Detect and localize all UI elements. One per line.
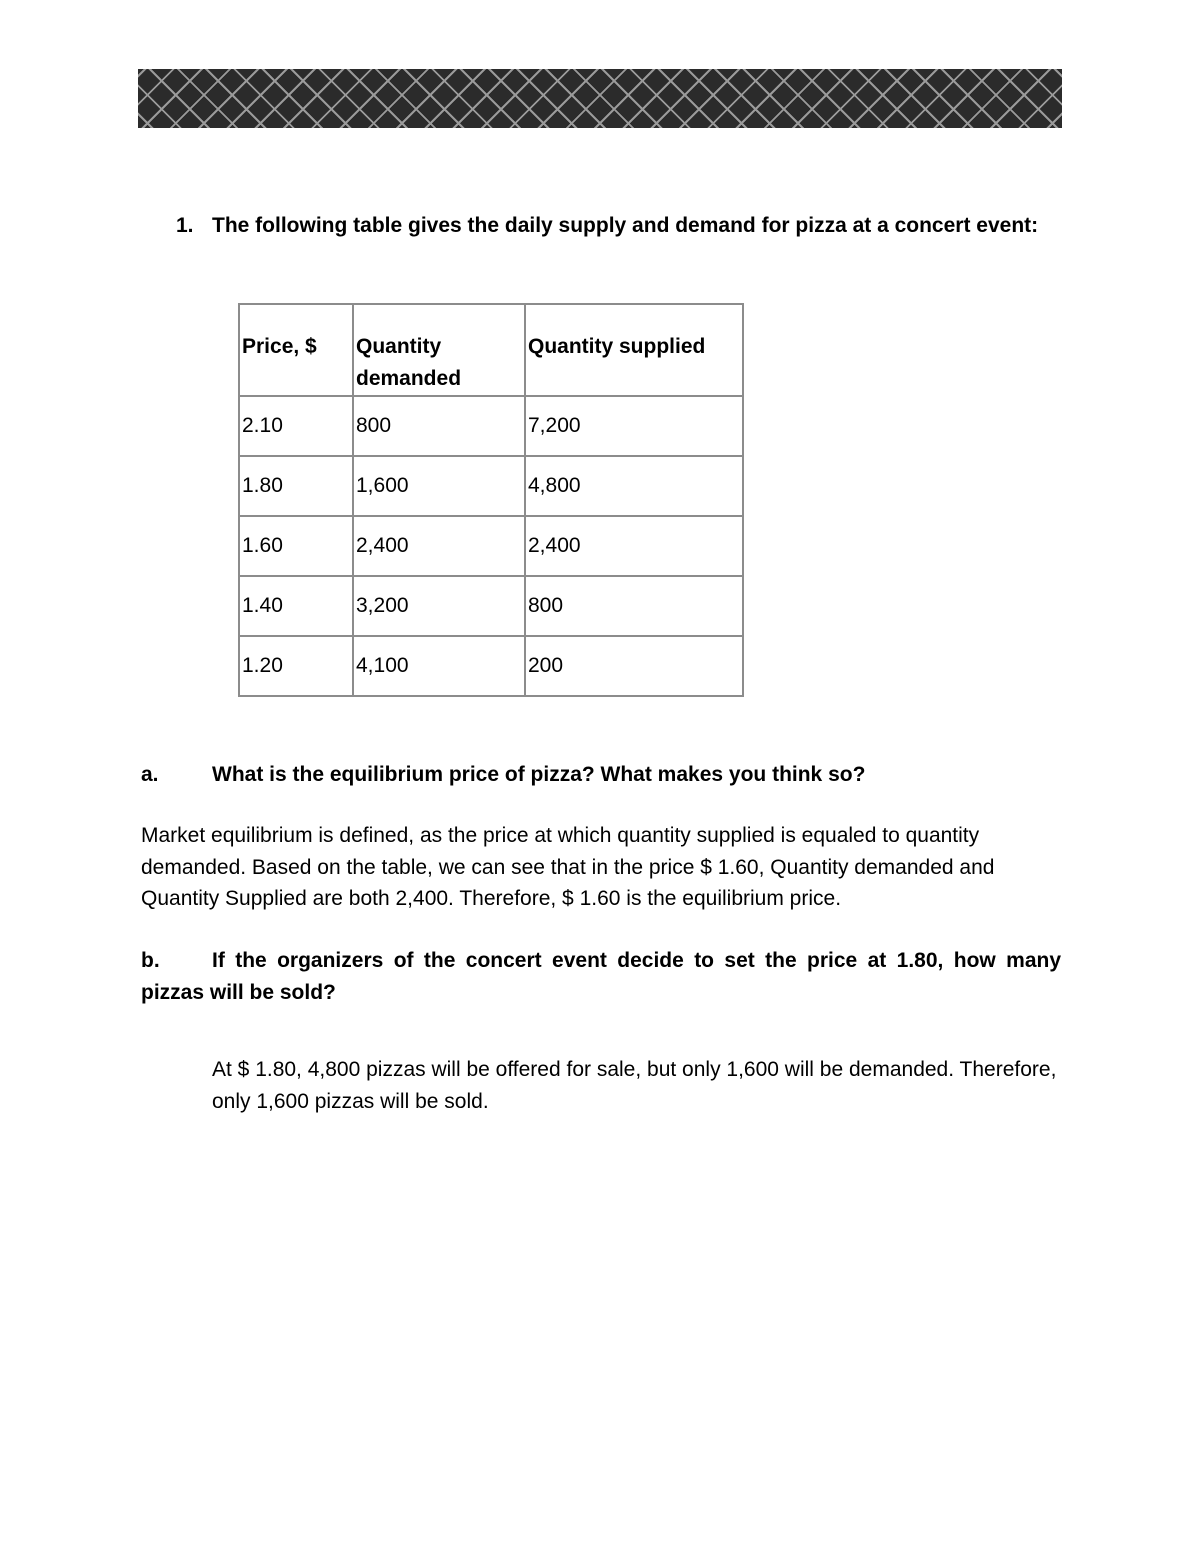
column-header: Quantity demanded <box>353 304 525 396</box>
part-a-question <box>141 759 1061 791</box>
table-cell: 1.40 <box>239 576 353 636</box>
table-row <box>239 516 743 576</box>
part-b-answer: At $ 1.80, 4,800 pizzas will be offered for sale, but only 1,600 will be demanded. Therefore, only 1,600 pizzas will be sold. <box>212 1058 1057 1113</box>
table-cell: 1.60 <box>239 516 353 576</box>
part-b-question-text: If the organizers of the concert event decide to set the price at 1.80, how many pizzas will be sold? <box>141 949 1061 1004</box>
part-a-question-text: What is the equilibrium price of pizza? What makes you think so? <box>212 763 866 786</box>
part-a-letter: a. <box>141 763 159 786</box>
table-cell: 4,100 <box>353 636 525 696</box>
table-cell: 200 <box>525 636 743 696</box>
table-cell: 800 <box>353 396 525 456</box>
table-cell: 1,600 <box>353 456 525 516</box>
table-cell: 800 <box>525 576 743 636</box>
table-cell: 2.10 <box>239 396 353 456</box>
part-a-answer: Market equilibrium is defined, as the price at which quantity supplied is equaled to quantity demanded. Based on the table, we can see that in the price $ 1.60, Quantity demanded and Quantity Supplied are both 2,400. Therefore, $ 1.60 is the equilibrium price. <box>141 824 995 910</box>
part-b-question <box>141 945 1061 1009</box>
table-row <box>239 396 743 456</box>
table-header-row <box>239 304 743 396</box>
table-row <box>239 636 743 696</box>
supply-demand-table <box>238 303 744 697</box>
table-cell: 2,400 <box>525 516 743 576</box>
table-cell: 7,200 <box>525 396 743 456</box>
table-cell: 2,400 <box>353 516 525 576</box>
table-row <box>239 576 743 636</box>
table-cell: 4,800 <box>525 456 743 516</box>
table-cell: 1.20 <box>239 636 353 696</box>
column-header: Price, $ <box>239 304 353 396</box>
part-b-letter: b. <box>141 949 160 972</box>
header-banner <box>138 69 1062 128</box>
table-cell: 1.80 <box>239 456 353 516</box>
question-text: The following table gives the daily supply and demand for pizza at a concert event: <box>212 214 1039 237</box>
question-number: 1. <box>176 214 194 237</box>
table-row <box>239 456 743 516</box>
column-header: Quantity supplied <box>525 304 743 396</box>
table-cell: 3,200 <box>353 576 525 636</box>
